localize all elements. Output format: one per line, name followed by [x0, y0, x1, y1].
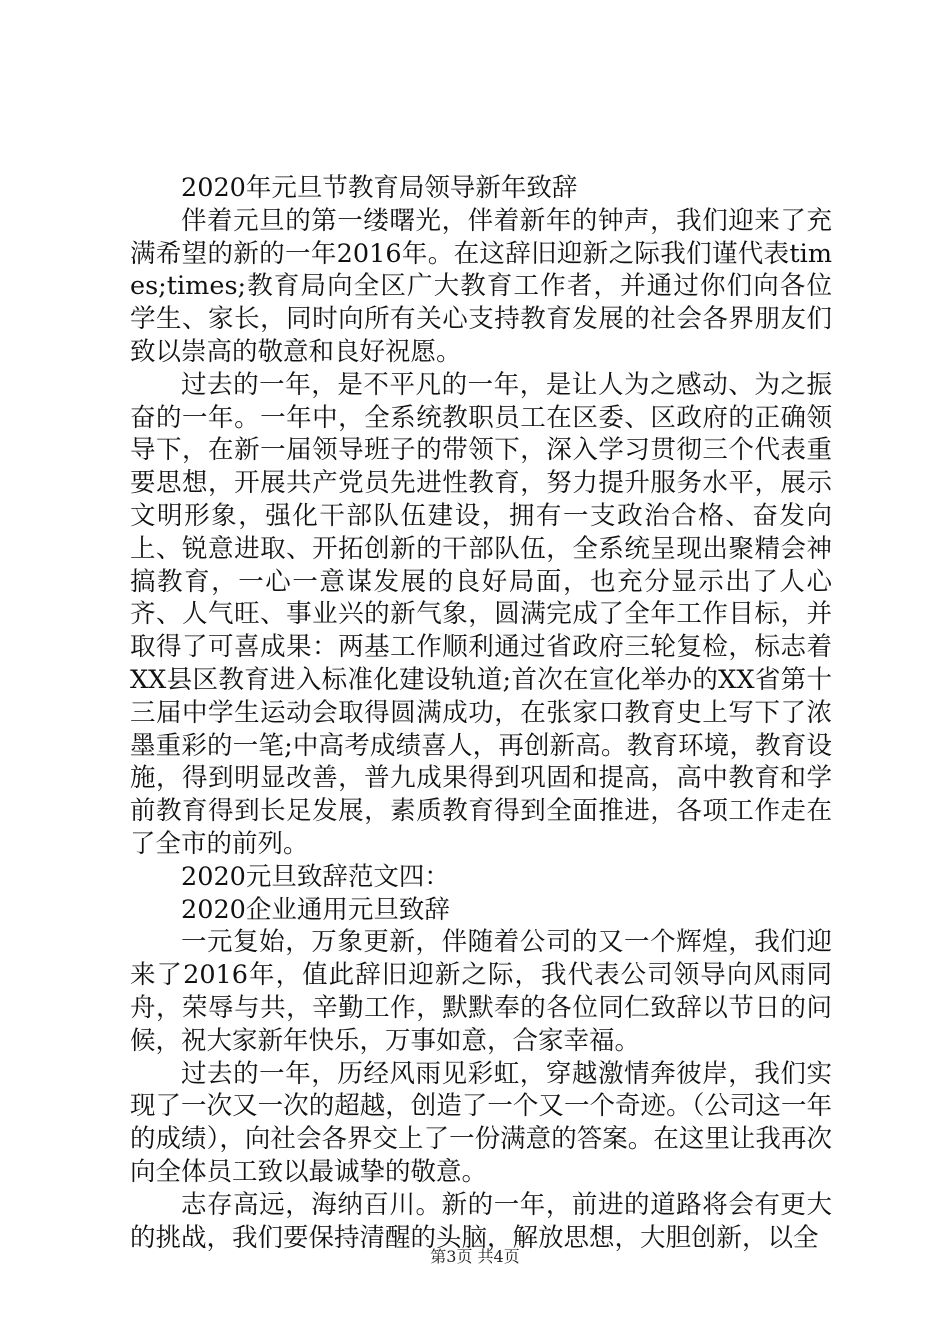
section-title: 2020企业通用元旦致辞: [181, 894, 450, 925]
document-body: [130, 172, 832, 1254]
paragraph: 志存高远，海纳百川。新的一年，前进的道路将会有更大的挑战，我们要保持清醒的头脑，解放思想，大胆创新，以全: [130, 1189, 832, 1253]
paragraph: 过去的一年，历经风雨见彩虹，穿越激情奔彼岸，我们实现了一次又一次的超越，创造了一个又一个奇迹。（公司这一年的成绩），向社会各界交上了一份满意的答案。在这里让我再次向全体员工致以最诚挚的敬意。: [130, 1058, 832, 1187]
page-number-footer: 第3页 共4页: [430, 1247, 520, 1266]
section-heading: 2020元旦致辞范文四：: [181, 861, 450, 892]
paragraph: 一元复始，万象更新，伴随着公司的又一个辉煌，我们迎来了2016年，值此辞旧迎新之际，我代表公司领导向风雨同舟，荣辱与共，辛勤工作，默默奉的各位同仁致辞以节日的问候，祝大家新年快乐，万事如意，合家幸福。: [130, 927, 832, 1056]
paragraph: 过去的一年，是不平凡的一年，是让人为之感动、为之振奋的一年。一年中，全系统教职员工在区委、区政府的正确领导下，在新一届领导班子的带领下，深入学习贯彻三个代表重要思想，开展共产党员先进性教育，努力提升服务水平，展示文明形象，强化干部队伍建设，拥有一支政治合格、奋发向上、锐意进取、开拓创新的干部队伍，全系统呈现出聚精会神搞教育，一心一意谋发展的良好局面，也充分显示出了人心齐、人气旺、事业兴的新气象，圆满完成了全年工作目标，并取得了可喜成果：两基工作顺利通过省政府三轮复检，标志着XX县区教育进入标准化建设轨道;首次在宣化举办的XX省第十三届中学生运动会取得圆满成功，在张家口教育史上写下了浓墨重彩的一笔;中高考成绩喜人，再创新高。教育环境，教育设施，得到明显改善，普九成果得到巩固和提高，高中教育和学前教育得到长足发展，素质教育得到全面推进，各项工作走在了全市的前列。: [130, 369, 832, 859]
document-title: 2020年元旦节教育局领导新年致辞: [181, 173, 578, 203]
paragraph: 伴着元旦的第一缕曙光，伴着新年的钟声，我们迎来了充满希望的新的一年2016年。在这辞旧迎新之际我们谨代表times;times;教育局向全区广大教育工作者，并通过你们向各位学生、家长，同时向所有关心支持教育发展的社会各界朋友们致以崇高的敬意和良好祝愿。: [130, 205, 832, 367]
